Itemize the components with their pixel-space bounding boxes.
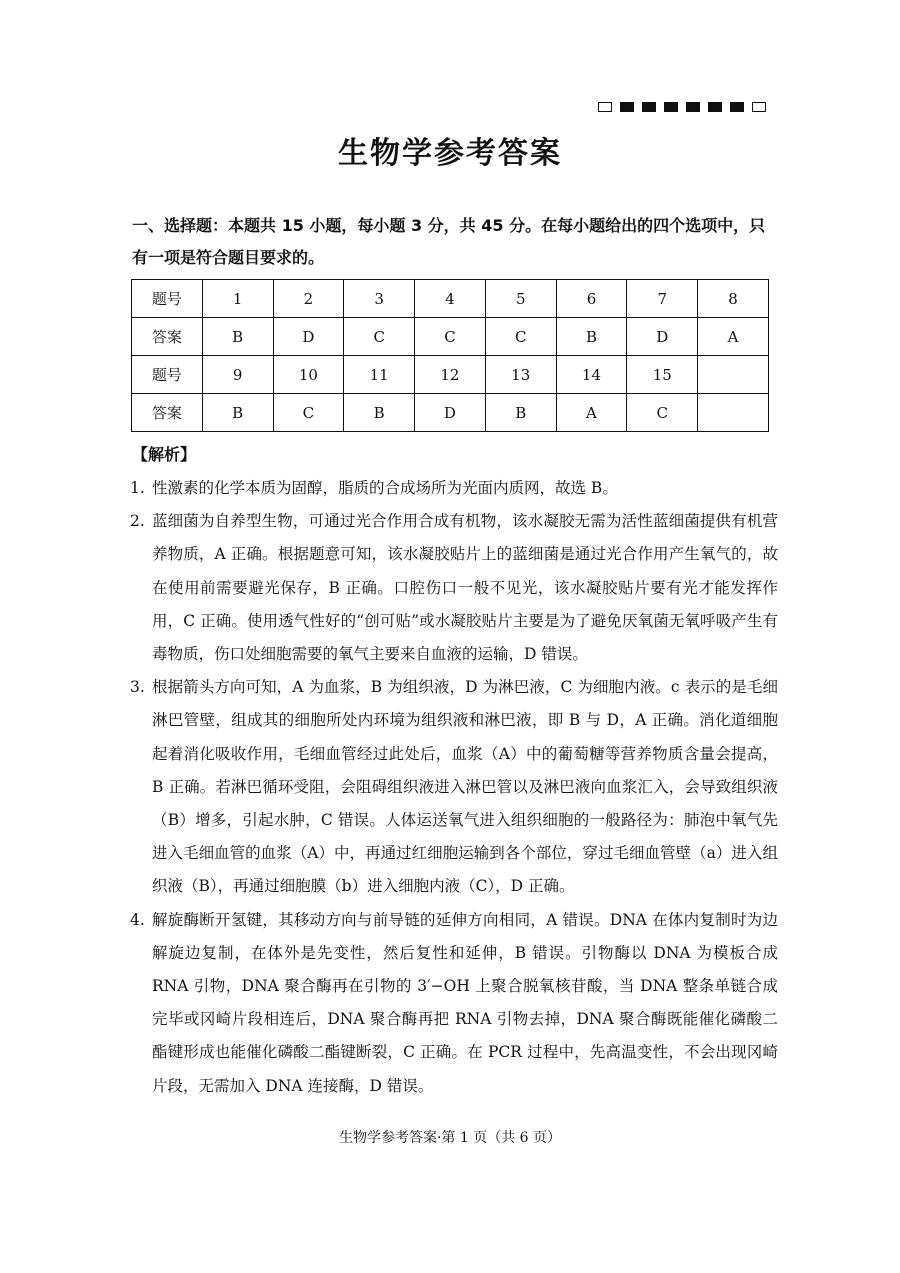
explanation-number: 1.: [130, 479, 145, 497]
explanation-text: 性激素的化学本质为固醇，脂质的合成场所为光面内质网，故选 B。: [152, 479, 618, 497]
explanation-text: 根据箭头方向可知，A 为血浆，B 为组织液，D 为淋巴液，C 为细胞内液。c 表示的是毛细淋巴管壁，组成其的细胞所处内环境为组织液和淋巴液，即 B 与 D，A 正确。消化道细胞起着消化吸收作用，毛细血管经过此处后，血浆（A）中的葡萄糖等营养物质含量会提高，B 正确。若淋巴循环受阻，会阻碍组织液进入淋巴管以及淋巴液向血浆汇入，会导致组织液（B）增多，引起水肿，C 错误。人体运送氧气进入组织细胞的一般路径为：肺泡中氧气先进入毛细血管的血浆（A）中，再通过红细胞运输到各个部位，穿过毛细血管壁（a）进入组织液（B），再通过细胞膜（b）进入细胞内液（C），D 正确。: [152, 678, 778, 896]
table-cell: 9: [202, 356, 273, 394]
table-cell: D: [273, 318, 344, 356]
table-cell: C: [485, 318, 556, 356]
table-cell: [698, 356, 769, 394]
table-row: [132, 318, 769, 356]
explanation-text: 蓝细菌为自养型生物，可通过光合作用合成有机物，该水凝胶无需为活性蓝细菌提供有机营养物质，A 正确。根据题意可知，该水凝胶贴片上的蓝细菌是通过光合作用产生氧气的，故在使用前需要避光保存，B 正确。口腔伤口一般不见光，该水凝胶贴片要有光才能发挥作用，C 正确。使用透气性好的“创可贴”或水凝胶贴片主要是为了避免厌氧菌无氧呼吸产生有毒物质，伤口处细胞需要的氧气主要来自血液的运输，D 错误。: [152, 512, 778, 664]
table-cell: B: [344, 394, 415, 432]
table-cell: C: [627, 394, 698, 432]
table-cell: 15: [627, 356, 698, 394]
hollow-square-mark: [752, 102, 766, 112]
section-heading: 一、选择题：本题共 15 小题，每小题 3 分，共 45 分。在每小题给出的四个选项中，只有一项是符合题目要求的。: [132, 216, 766, 267]
row-header-cell: 答案: [132, 394, 203, 432]
table-cell: D: [627, 318, 698, 356]
table-cell: 6: [556, 280, 627, 318]
table-cell: 3: [344, 280, 415, 318]
row-header-cell: 题号: [132, 280, 203, 318]
table-cell: B: [202, 394, 273, 432]
table-cell: 11: [344, 356, 415, 394]
explanations: [130, 472, 778, 1103]
hollow-square-mark: [598, 102, 612, 112]
table-cell: B: [485, 394, 556, 432]
table-row: [132, 394, 769, 432]
filled-square-mark: [642, 102, 656, 112]
table-cell: D: [415, 394, 486, 432]
table-cell: 8: [698, 280, 769, 318]
explanation-item: [130, 671, 778, 903]
row-header-cell: 题号: [132, 356, 203, 394]
filled-square-mark: [686, 102, 700, 112]
header-marks: [598, 101, 772, 113]
explanation-item: [130, 904, 778, 1103]
table-cell: A: [556, 394, 627, 432]
table-cell: 2: [273, 280, 344, 318]
page-title: 生物学参考答案: [338, 136, 562, 171]
table-cell: 1: [202, 280, 273, 318]
table-cell: 7: [627, 280, 698, 318]
table-cell: 13: [485, 356, 556, 394]
explanation-item: [130, 505, 778, 671]
explanation-item: [130, 472, 778, 505]
table-row: [132, 356, 769, 394]
filled-square-mark: [708, 102, 722, 112]
filled-square-mark: [730, 102, 744, 112]
table-cell: C: [344, 318, 415, 356]
explanation-text: 解旋酶断开氢键，其移动方向与前导链的延伸方向相同，A 错误。DNA 在体内复制时为边解旋边复制，在体外是先变性，然后复性和延伸，B 错误。引物酶以 DNA 为模板合成 RNA 引物，DNA 聚合酶再在引物的 3′−OH 上聚合脱氧核苷酸，当 DNA 整条单链合成完毕或冈崎片段相连后，DNA 聚合酶再把 RNA 引物去掉，DNA 聚合酶既能催化磷酸二酯键形成也能催化磷酸二酯键断裂，C 正确。在 PCR 过程中，先高温变性，不会出现冈崎片段，无需加入 DNA 连接酶，D 错误。: [152, 910, 778, 1095]
filled-square-mark: [664, 102, 678, 112]
analysis-label: 【解析】: [132, 445, 197, 464]
explanation-number: 2.: [130, 512, 145, 531]
table-cell: [698, 394, 769, 432]
table-cell: 12: [415, 356, 486, 394]
table-cell: C: [415, 318, 486, 356]
filled-square-mark: [620, 102, 634, 112]
table-cell: C: [273, 394, 344, 432]
table-cell: 5: [485, 280, 556, 318]
answer-table: [131, 279, 769, 432]
page-footer: 生物学参考答案·第 1 页（共 6 页）: [338, 1130, 562, 1146]
row-header-cell: 答案: [132, 318, 203, 356]
table-row: [132, 280, 769, 318]
table-cell: 14: [556, 356, 627, 394]
table-cell: 10: [273, 356, 344, 394]
explanation-number: 4.: [130, 910, 145, 929]
table-cell: B: [202, 318, 273, 356]
table-cell: 4: [415, 280, 486, 318]
table-cell: B: [556, 318, 627, 356]
table-cell: A: [698, 318, 769, 356]
explanation-number: 3.: [130, 678, 145, 697]
